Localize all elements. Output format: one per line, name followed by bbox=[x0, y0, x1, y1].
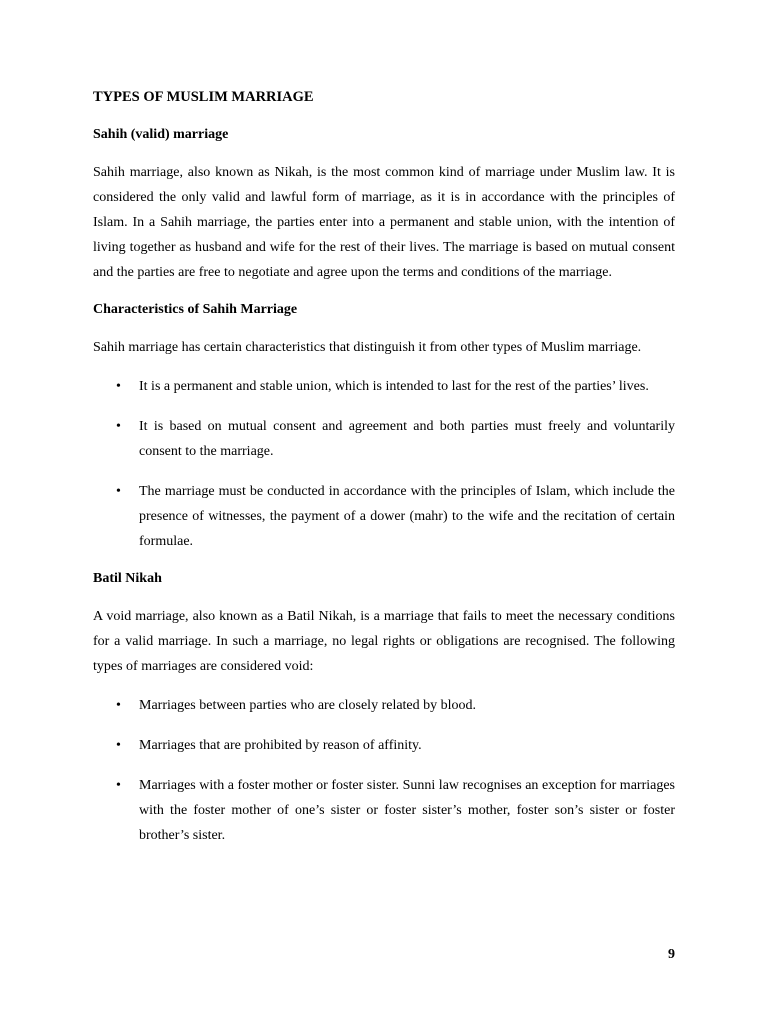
page-title: TYPES OF MUSLIM MARRIAGE bbox=[93, 89, 314, 105]
section-batil-nikah bbox=[93, 568, 675, 848]
list-item-text: Marriages with a foster mother or foster sister. Sunni law recognises an exception for marriages with the foster mother of one’s sister or foster sister’s mother, foster son’s sister or foster brother’s sister. bbox=[139, 778, 675, 843]
list-item bbox=[93, 733, 675, 758]
bullet-icon: • bbox=[116, 738, 121, 753]
paragraph: A void marriage, also known as a Batil Nikah, is a marriage that fails to meet the necessary conditions for a valid marriage. In such a marriage, no legal rights or obligations are recognised. The following types of marriages are considered void: bbox=[93, 609, 675, 674]
list-item bbox=[93, 773, 675, 848]
paragraph: Sahih marriage, also known as Nikah, is the most common kind of marriage under Muslim law. It is considered the only valid and lawful form of marriage, as it is in accordance with the principles of Islam. In a Sahih marriage, the parties enter into a permanent and stable union, with the intention of living together as husband and wife for the rest of their lives. The marriage is based on mutual consent and the parties are free to negotiate and agree upon the terms and conditions of the marriage. bbox=[93, 165, 675, 280]
section-sahih-valid-marriage bbox=[93, 124, 675, 285]
list-item bbox=[93, 479, 675, 554]
list-item bbox=[93, 693, 675, 718]
section-heading: Characteristics of Sahih Marriage bbox=[93, 302, 298, 317]
page-number: 9 bbox=[668, 947, 675, 962]
document-page bbox=[93, 0, 675, 1024]
bullet-icon: • bbox=[116, 379, 121, 394]
section-heading: Sahih (valid) marriage bbox=[93, 127, 229, 142]
list-item bbox=[93, 374, 675, 399]
bullet-icon: • bbox=[116, 778, 121, 793]
bullet-list bbox=[93, 374, 675, 554]
list-item-text: It is a permanent and stable union, which is intended to last for the rest of the parties’ lives. bbox=[139, 379, 649, 394]
section-heading: Batil Nikah bbox=[93, 571, 162, 586]
document-body bbox=[93, 124, 675, 862]
bullet-icon: • bbox=[116, 484, 121, 499]
list-item-text: Marriages between parties who are closely related by blood. bbox=[139, 698, 477, 713]
section-characteristics bbox=[93, 299, 675, 554]
paragraph: Sahih marriage has certain characteristics that distinguish it from other types of Muslim marriage. bbox=[93, 340, 642, 355]
bullet-icon: • bbox=[116, 698, 121, 713]
list-item bbox=[93, 414, 675, 464]
bullet-list bbox=[93, 693, 675, 848]
list-item-text: It is based on mutual consent and agreement and both parties must freely and voluntarily consent to the marriage. bbox=[139, 419, 675, 459]
list-item-text: Marriages that are prohibited by reason of affinity. bbox=[139, 738, 422, 753]
bullet-icon: • bbox=[116, 419, 121, 434]
list-item-text: The marriage must be conducted in accordance with the principles of Islam, which include the presence of witnesses, the payment of a dower (mahr) to the wife and the recitation of certain formulae. bbox=[139, 484, 675, 549]
